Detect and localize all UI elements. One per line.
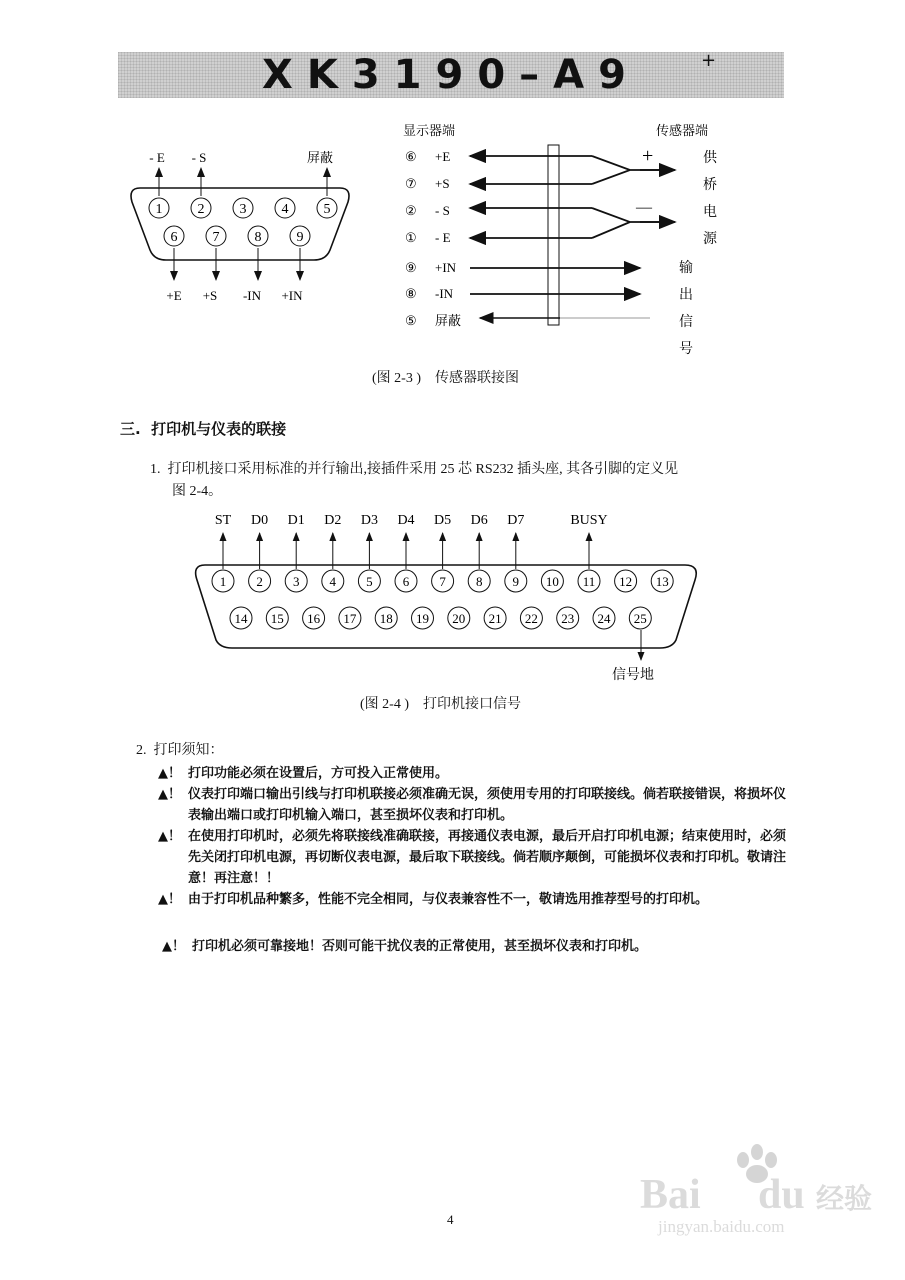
watermark-brand-c: 经验 <box>816 1184 873 1215</box>
note-3-text: 在使用打印机时，必须先将联接线准确联接，再接通仪表电源，最后开启打印机电源；结束使用时，必须先关闭打印机电源，再切断仪表电源，最后取下联接线。倘若顺序颠倒，可能损坏仪表和打印机。敬请注意！再注意！！ <box>188 829 787 886</box>
db25-pin-10-label: 10 <box>545 574 559 589</box>
display-end-label: 显示器端 <box>403 123 456 138</box>
db25-pin-12-label: 12 <box>619 574 633 589</box>
warning-icon: ▲！ <box>158 829 181 844</box>
db9-pin-9-label: 9 <box>296 230 304 245</box>
db25-top-pins <box>212 570 673 592</box>
db25-pin-11-label: 11 <box>582 574 596 589</box>
item-1-line-2: 图 2-4。 <box>172 484 223 499</box>
wire-name-minus-s: - S <box>435 203 450 218</box>
output-signal-char-1: 输 <box>679 261 693 276</box>
db9-pin-3-label: 3 <box>239 202 247 217</box>
db25-bottom-pins <box>230 607 651 629</box>
wire-name-plus-in: +IN <box>435 260 457 275</box>
db25-pin-25-label: 25 <box>633 611 647 626</box>
watermark-brand-a: Bai <box>640 1172 701 1218</box>
supply-minus-sign: — <box>636 199 652 216</box>
db25-pin-17-label: 17 <box>343 611 357 626</box>
db9-bottom-pins <box>164 226 310 246</box>
baidu-jingyan-watermark <box>640 1130 890 1240</box>
wire-name-shield: 屏蔽 <box>435 313 462 328</box>
supply-plus-sign: + <box>642 145 654 167</box>
figure-2-3-caption: (图 2-3 ) 传感器联接图 <box>372 371 519 386</box>
note-1-text: 打印功能必须在设置后，方可投入正常使用。 <box>188 766 449 781</box>
db25-signal-st: ST <box>214 513 232 528</box>
wire-label-plus-in: ⑨ <box>405 260 417 275</box>
db25-pin-7-label: 7 <box>439 574 446 589</box>
note-1 <box>158 763 788 784</box>
note-2-text: 仪表打印端口输出引线与打印机联接必须准确无误，须使用专用的打印联接线。倘若联接错误，将损坏仪表输出端口或打印机输入端口，甚至损坏仪表和打印机。 <box>188 787 787 823</box>
db9-pin-1-label: 1 <box>155 202 163 217</box>
db25-signal-busy: BUSY <box>570 513 608 528</box>
wire-label-minus-e: ① <box>405 230 417 245</box>
db25-signal-d7: D7 <box>507 513 525 528</box>
db25-pin-2-label: 2 <box>256 574 263 589</box>
db25-signal-d6: D6 <box>470 513 488 528</box>
db25-ground-label: 信号地 <box>612 668 654 683</box>
db25-signal-d0: D0 <box>251 513 269 528</box>
output-signal-char-3: 信 <box>679 315 693 330</box>
db25-pin-15-label: 15 <box>270 611 284 626</box>
db25-pin-8-label: 8 <box>475 574 483 589</box>
db9-pin-2-label: 2 <box>197 202 205 217</box>
watermark-url: jingyan.baidu.com <box>658 1217 785 1236</box>
db25-signal-arrows <box>215 513 608 569</box>
wire-label-shield: ⑤ <box>405 313 417 328</box>
output-signal-char-2: 出 <box>679 288 693 303</box>
db25-pin-19-label: 19 <box>416 611 429 626</box>
item-1-line-1: 1. 打印机接口采用标准的并行输出,接插件采用 25 芯 RS232 插头座, 其各引脚的定义见 <box>150 462 679 477</box>
wire-label-plus-e: ⑥ <box>405 149 417 164</box>
db9-label-minus-in: -IN <box>242 288 262 303</box>
db25-pin-20-label: 20 <box>452 611 466 626</box>
warning-icon: ▲！ <box>158 766 181 781</box>
cable-bar <box>548 145 559 325</box>
bridge-supply-char-3: 电 <box>703 205 717 220</box>
note-2 <box>158 784 788 826</box>
db9-pin-7-label: 7 <box>212 230 220 245</box>
db25-signal-d2: D2 <box>324 513 342 528</box>
wire-name-minus-e: - E <box>435 230 451 245</box>
db9-top-pins <box>149 198 337 218</box>
db9-pin-5-label: 5 <box>323 202 331 217</box>
db25-pin-6-label: 6 <box>402 574 410 589</box>
db9-label-minus-e: - E <box>149 150 165 165</box>
db25-pin-18-label: 18 <box>379 611 393 626</box>
section-3-heading: 三. 打印机与仪表的联接 <box>120 420 287 438</box>
wire-name-minus-in: -IN <box>435 286 454 301</box>
figure-2-3 <box>0 110 905 360</box>
document-title-superscript: + <box>701 50 717 71</box>
wire-label-plus-s: ⑦ <box>405 176 417 191</box>
db9-pin-4-label: 4 <box>281 202 289 217</box>
wire-name-plus-e: +E <box>435 149 451 164</box>
db25-pin-22-label: 22 <box>524 611 538 626</box>
db9-label-plus-e: +E <box>166 288 182 303</box>
bridge-supply-char-1: 供 <box>703 151 717 166</box>
wire-name-plus-s: +S <box>435 176 450 191</box>
wire-minus-junction <box>592 208 672 238</box>
document-title: XK3190–A9 <box>262 52 640 98</box>
db25-pin-16-label: 16 <box>307 611 321 626</box>
watermark-brand-b: du <box>758 1172 805 1218</box>
note-4 <box>158 889 788 910</box>
figure-2-4-caption: (图 2-4 ) 打印机接口信号 <box>360 697 521 712</box>
db9-label-minus-s: - S <box>191 150 207 165</box>
db9-label-plus-in: +IN <box>281 288 303 303</box>
db25-signal-d4: D4 <box>397 513 415 528</box>
item-2-heading: 2. 打印须知： <box>136 743 224 758</box>
note-4-text: 由于打印机品种繁多，性能不完全相同，与仪表兼容性不一，敬请选用推荐型号的打印机。 <box>188 892 709 907</box>
db9-label-shield: 屏蔽 <box>306 150 334 165</box>
db25-signal-d3: D3 <box>360 513 378 528</box>
bridge-supply-char-2: 桥 <box>703 178 717 193</box>
output-signal-char-4: 号 <box>679 342 693 357</box>
figure-2-4 <box>0 505 905 685</box>
db25-pin-24-label: 24 <box>597 611 611 626</box>
db25-pin-3-label: 3 <box>292 574 300 589</box>
sensor-end-label: 传感器端 <box>656 123 709 138</box>
warning-icon: ▲！ <box>162 939 185 954</box>
warning-icon: ▲！ <box>158 787 181 802</box>
db25-pin-23-label: 23 <box>561 611 575 626</box>
db25-pin-13-label: 13 <box>655 574 669 589</box>
warning-icon: ▲！ <box>158 892 181 907</box>
db9-label-plus-s: +S <box>202 288 218 303</box>
wiring-row-labels <box>405 149 461 328</box>
wire-label-minus-in: ⑧ <box>405 286 417 301</box>
note-5-text: 打印机必须可靠接地！否则可能干扰仪表的正常使用，甚至损坏仪表和打印机。 <box>192 939 648 954</box>
document-title-bar <box>118 52 784 98</box>
db25-pin-4-label: 4 <box>329 574 337 589</box>
db25-pin-9-label: 9 <box>512 574 520 589</box>
db9-pin-6-label: 6 <box>170 230 178 245</box>
db25-pin-1-label: 1 <box>219 574 227 589</box>
bridge-supply-char-4: 源 <box>703 232 717 247</box>
db25-pin-14-label: 14 <box>234 611 248 626</box>
page-number: 4 <box>447 1212 454 1227</box>
db25-pin-5-label: 5 <box>366 574 373 589</box>
db25-pin-21-label: 21 <box>488 611 502 626</box>
db25-signal-d1: D1 <box>287 513 305 528</box>
note-5 <box>162 936 792 957</box>
db9-pin-8-label: 8 <box>254 230 262 245</box>
note-3 <box>158 826 788 889</box>
wire-label-minus-s: ② <box>405 203 417 218</box>
db25-signal-d5: D5 <box>434 513 452 528</box>
